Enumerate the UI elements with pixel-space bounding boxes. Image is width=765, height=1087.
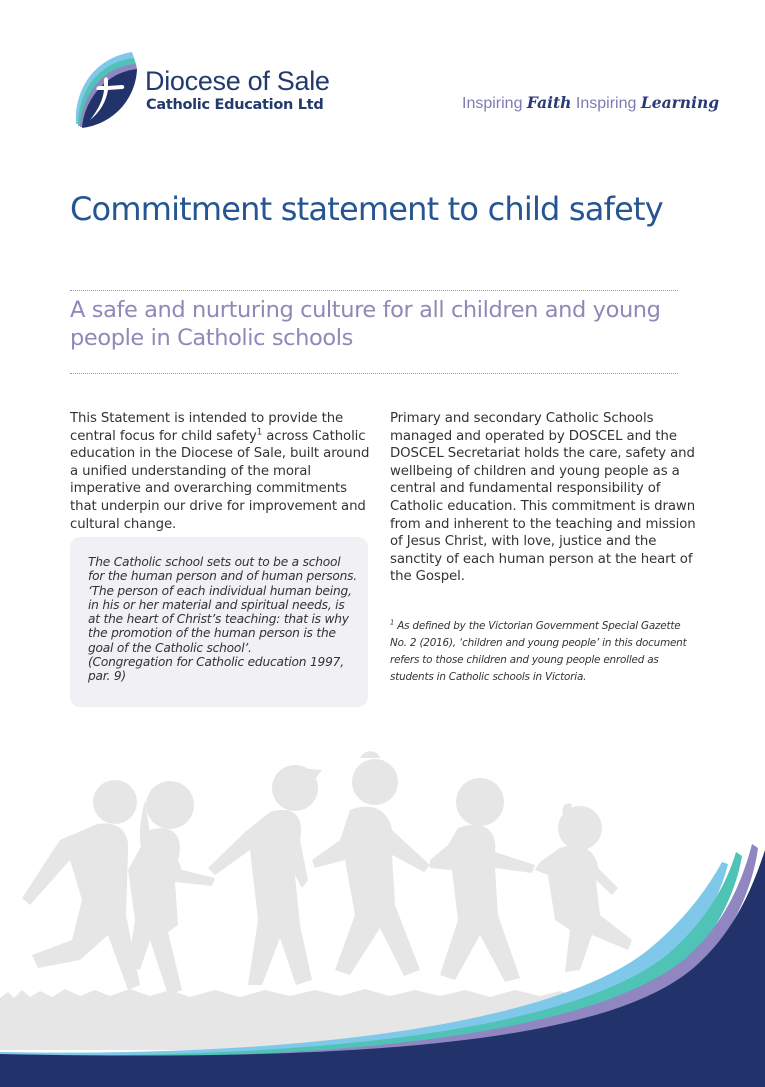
child-silhouette-1 xyxy=(22,780,140,990)
intro-text-1: This Statement is intended to provide the central focus for child safety xyxy=(70,411,344,444)
child-silhouette-4 xyxy=(312,751,430,976)
org-name: Diocese of Sale xyxy=(145,66,330,96)
cross-leaf-logo-icon xyxy=(70,50,142,130)
quote-citation: (Congregation for Catholic education 1997, par. 9) xyxy=(88,655,344,684)
footnote xyxy=(390,618,700,686)
intro-text-2: across Catholic education in the Diocese of Sale, built around a unified understanding of the moral imperative and overarching commitments that underpin our drive for improvement and cultural change. xyxy=(70,428,370,532)
tagline xyxy=(462,93,719,113)
tagline-part-3: Inspiring xyxy=(571,95,641,112)
tagline-faith: Faith xyxy=(526,93,572,112)
quote-content xyxy=(88,555,360,684)
children-running-illustration xyxy=(0,740,765,1087)
footnote-ref: 1 xyxy=(256,427,263,438)
footnote-text: As defined by the Victorian Government Special Gazette No. 2 (2016), ‘children and young people’ in this document refers to those children and young people enrolled as students in Catholic schools in Victoria. xyxy=(390,620,687,683)
child-silhouette-3 xyxy=(208,765,322,985)
intro-paragraph xyxy=(70,410,370,533)
divider-bottom xyxy=(70,373,678,374)
child-silhouette-2 xyxy=(128,781,215,995)
quote-text: The Catholic school sets out to be a school for the human person and of human persons. ‘The person of each individual human being, in his or her material and spiritual needs, is at the heart of Christ’s teaching: that is why the promotion of the human person is the goal of the Catholic school’. xyxy=(88,555,357,655)
divider-top xyxy=(70,290,678,291)
org-logo xyxy=(70,50,340,130)
quote-box xyxy=(70,537,368,707)
child-silhouette-5 xyxy=(430,778,535,982)
right-paragraph: Primary and secondary Catholic Schools managed and operated by DOSCEL and the DOSCEL Secretariat holds the care, safety and wellbeing of children and young people as a central and fundamental responsibility of Catholic education. This commitment is drawn from and inherent to the teaching and mission of Jesus Christ, with love, justice and the sanctity of each human person at the heart of the Gospel. xyxy=(390,411,696,585)
tagline-part-1: Inspiring xyxy=(462,95,527,112)
child-silhouette-6 xyxy=(535,803,632,972)
page-subtitle: A safe and nurturing culture for all children and young people in Catholic schools xyxy=(70,297,661,351)
footnote-marker: 1 xyxy=(390,618,395,627)
org-subtitle: Catholic Education Ltd xyxy=(146,97,324,113)
tagline-learning: Learning xyxy=(640,93,720,112)
page-title: Commitment statement to child safety xyxy=(70,190,663,228)
